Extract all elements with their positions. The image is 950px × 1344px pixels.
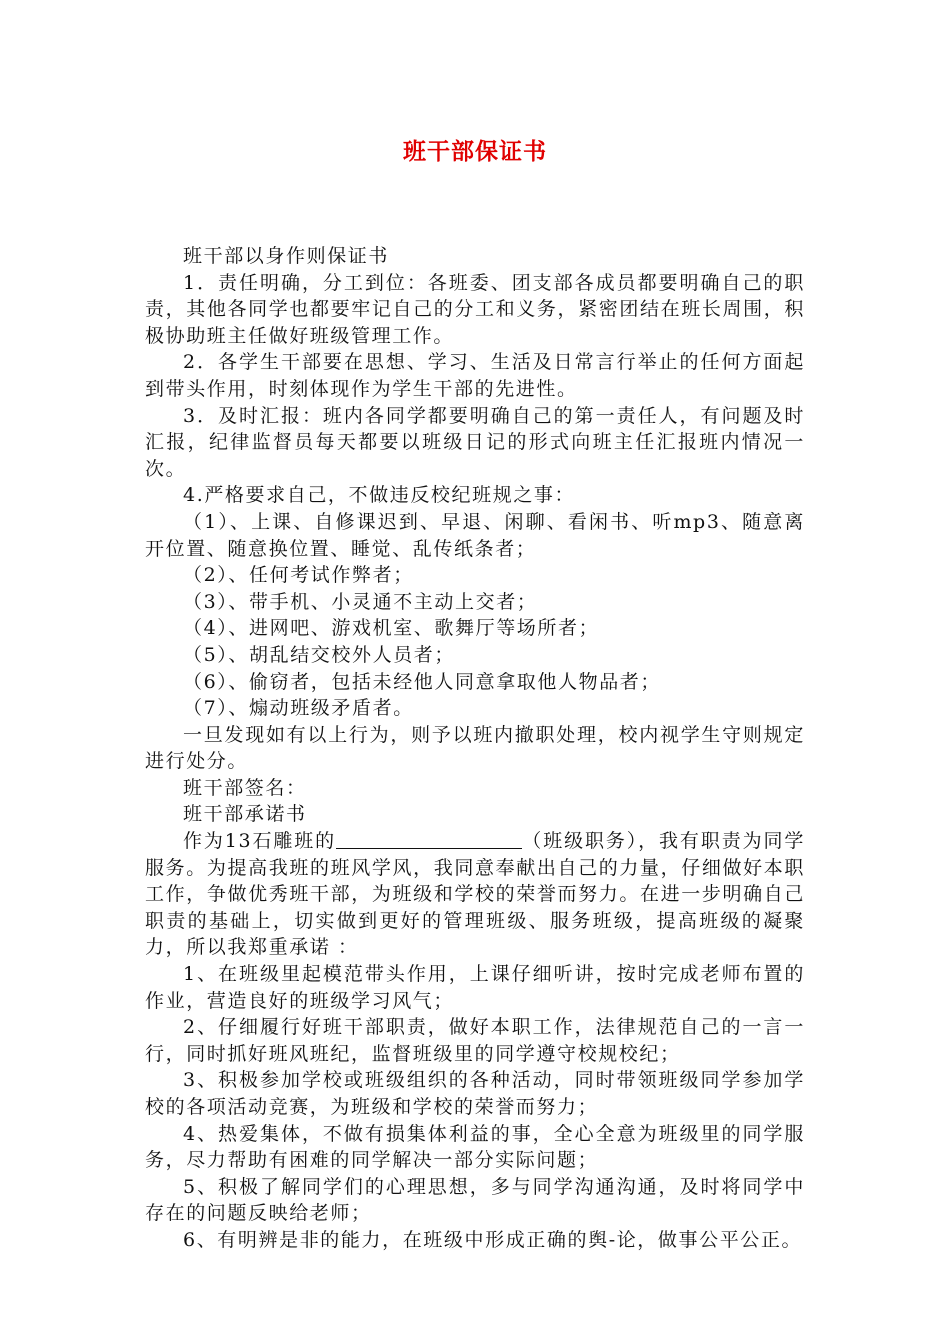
violation-item: （3）、带手机、小灵通不主动上交者； [183,590,538,613]
pledge-intro-start: 作为13石雕班的 [183,830,337,853]
section-heading-pledge: 班干部承诺书 [183,803,307,826]
violation-item: （5）、胡乱结交校外人员者； [183,643,455,666]
violation-item: （6）、偷窃者，包括未经他人同意拿取他人物品者； [183,670,661,693]
position-fill-blank [336,830,522,849]
rule-paragraph: 1．责任明确，分工到位：各班委、团支部各成员都要明确自己的职责，其他各同学也都要牢记自己的分工和义务，紧密团结在班长周围，积极协助班主任做好班级管理工作。 [145,271,805,347]
penalty-paragraph: 一旦发现如有以上行为，则予以班内撤职处理，校内视学生守则规定进行处分。 [145,723,805,773]
rule-paragraph: 4.严格要求自己，不做违反校纪班规之事： [183,484,576,507]
pledge-intro [145,828,805,961]
violation-item: （2）、任何考试作弊者； [183,564,414,587]
pledge-item: 2、仔细履行好班干部职责，做好本职工作，法律规范自己的一言一行，同时抓好班风班纪，监督班级里的同学遵守校规校纪； [145,1016,805,1065]
signature-label: 班干部签名： [183,776,307,799]
section-heading-self-discipline: 班干部以身作则保证书 [183,245,390,267]
violation-item: （4）、进网吧、游戏机室、歌舞厅等场所者； [183,617,600,640]
rule-paragraph: 3．及时汇报：班内各同学都要明确自己的第一责任人，有问题及时汇报，纪律监督员每天都要以班级日记的形式向班主任汇报班内情况一次。 [145,404,805,480]
pledge-item: 6、有明辨是非的能力，在班级中形成正确的舆-论，做事公平公正。 [183,1228,803,1251]
document-body [145,243,805,1254]
pledge-item: 4、热爱集体，不做有损集体利益的事，全心全意为班级里的同学服务，尽力帮助有困难的同学解决一部分实际问题； [145,1122,805,1172]
pledge-intro-end: （班级职务），我有职责为同学服务。为提高我班的班风学风，我同意奉献出自己的力量，仔细做好本职工作，争做优秀班干部，为班级和学校的荣誉而努力。在进一步明确自己职责的基础上，切实做到更好的管理班级、服务班级，提高班级的凝聚力，所以我郑重承诺 ： [145,830,805,959]
pledge-item: 3、积极参加学校或班级组织的各种活动，同时带领班级同学参加学校的各项活动竞赛，为班级和学校的荣誉而努力； [145,1069,805,1118]
violation-item: （1）、上课、自修课迟到、早退、闲聊、看闲书、听mp3、随意离开位置、随意换位置、睡觉、乱传纸条者； [145,510,805,560]
pledge-item: 1、在班级里起模范带头作用，上课仔细听讲，按时完成老师布置的作业，营造良好的班级学习风气； [145,963,805,1012]
document-title: 班干部保证书 [403,139,547,165]
rule-paragraph: 2．各学生干部要在思想、学习、生活及日常言行举止的任何方面起到带头作用，时刻体现作为学生干部的先进性。 [145,351,805,400]
violation-item: （7）、煽动班级矛盾者。 [183,697,414,720]
pledge-item: 5、积极了解同学们的心理思想，多与同学沟通沟通，及时将同学中存在的问题反映给老师； [145,1175,805,1225]
